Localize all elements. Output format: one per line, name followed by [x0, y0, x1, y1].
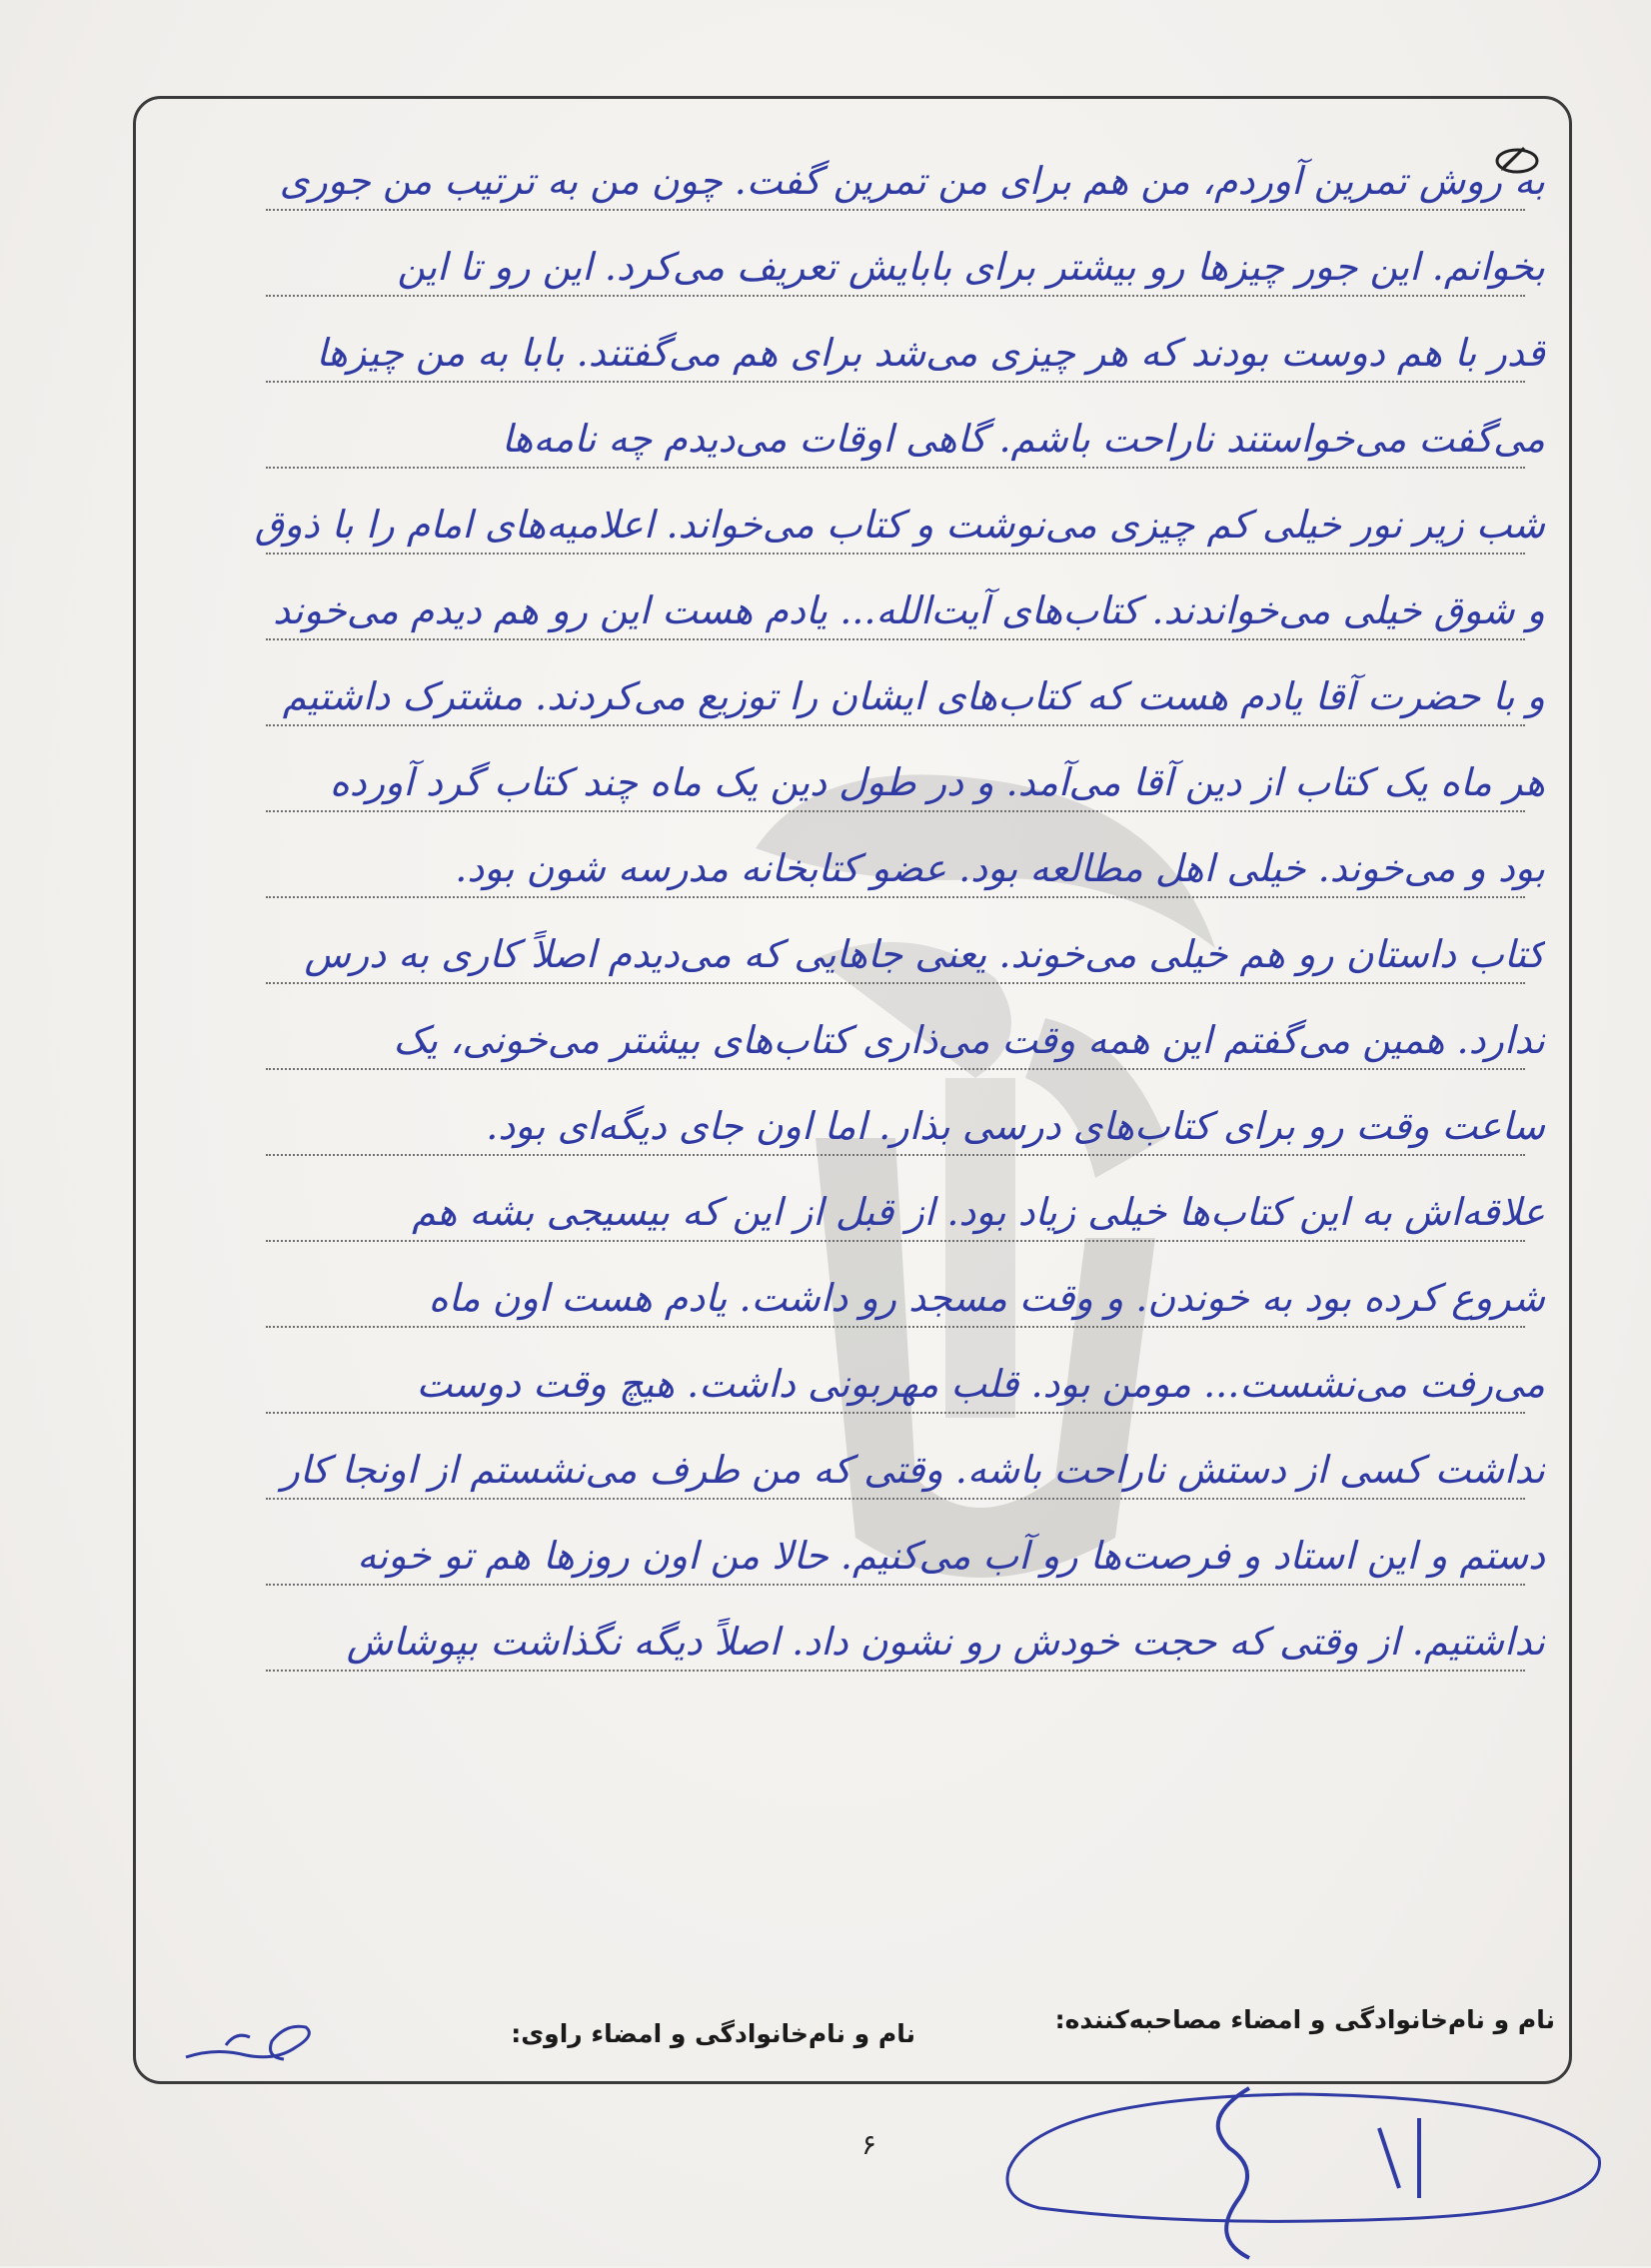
narrator-signature	[176, 2017, 326, 2077]
page-number: ۶	[861, 2128, 877, 2161]
handwritten-line: قدر با هم دوست بودند که هر چیزی می‌شد برای هم می‌گفتند. بابا به من چیزها	[316, 331, 1545, 375]
handwritten-line: دستم و این استاد و فرصت‌ها رو آب می‌کنیم. حالا من اون روزها هم تو خونه	[357, 1534, 1545, 1578]
handwritten-line: ندارد. همین می‌گفتم این همه وقت می‌ذاری کتاب‌های بیشتر می‌خونی، یک	[393, 1018, 1545, 1062]
interviewer-signature	[999, 2058, 1619, 2268]
handwritten-line: می‌رفت می‌نشست... مومن بود. قلب مهربونی داشت. هیچ وقت دوست	[416, 1362, 1545, 1406]
handwritten-line: بود و می‌خوند. خیلی اهل مطالعه بود. عضو کتابخانه مدرسه شون بود.	[455, 846, 1545, 890]
handwritten-lines	[136, 99, 1575, 2087]
handwritten-line: شب زیر نور خیلی کم چیزی می‌نوشت و کتاب می‌خواند. اعلامیه‌های امام را با ذوق	[254, 503, 1545, 547]
handwritten-line: به روش تمرین آوردم، من هم برای من تمرین گفت. چون من به ترتیب من جوری	[279, 159, 1545, 203]
handwritten-line: نداشت کسی از دستش ناراحت باشه. وقتی که من طرف می‌نشستم از اونجا کار	[281, 1448, 1545, 1492]
handwritten-line: علاقه‌اش به این کتاب‌ها خیلی زیاد بود. از قبل از این که بیسیجی بشه هم	[412, 1190, 1545, 1234]
signature-footer	[136, 1997, 1575, 2057]
handwritten-line: بخوانم. این جور چیزها رو بیشتر برای بابایش تعریف می‌کرد. این رو تا این	[397, 245, 1545, 289]
interviewer-signature-label: نام و نام‌خانوادگی و امضاء مصاحبه‌کننده:	[1054, 2005, 1555, 2034]
handwritten-line: کتاب داستان رو هم خیلی می‌خوند. یعنی جاهایی که می‌دیدم اصلاً کاری به درس	[304, 932, 1545, 976]
handwritten-line: شروع کرده بود به خوندن. و وقت مسجد رو داشت. یادم هست اون ماه	[428, 1276, 1545, 1320]
handwritten-line: ساعت وقت رو برای کتاب‌های درسی بذار. اما اون جای دیگه‌ای بود.	[486, 1104, 1545, 1148]
handwritten-line: هر ماه یک کتاب از دین آقا می‌آمد. و در طول دین یک ماه چند کتاب گرد آورده	[329, 760, 1545, 804]
handwritten-line: و با حضرت آقا یادم هست که کتاب‌های ایشان را توزیع می‌کردند. مشترک داشتیم	[282, 674, 1545, 718]
handwritten-line: و شوق خیلی می‌خواندند. کتاب‌های آیت‌الله... یادم هست این رو هم دیدم می‌خوند	[273, 588, 1545, 632]
page-frame	[133, 96, 1572, 2084]
handwritten-line: می‌گفت می‌خواستند ناراحت باشم. گاهی اوقات می‌دیدم چه نامه‌ها	[501, 417, 1545, 461]
narrator-signature-label: نام و نام‌خانوادگی و امضاء راوی:	[511, 2019, 915, 2048]
handwritten-line: نداشتیم. از وقتی که حجت خودش رو نشون داد. اصلاً دیگه نگذاشت بپوشاش	[346, 1620, 1545, 1664]
